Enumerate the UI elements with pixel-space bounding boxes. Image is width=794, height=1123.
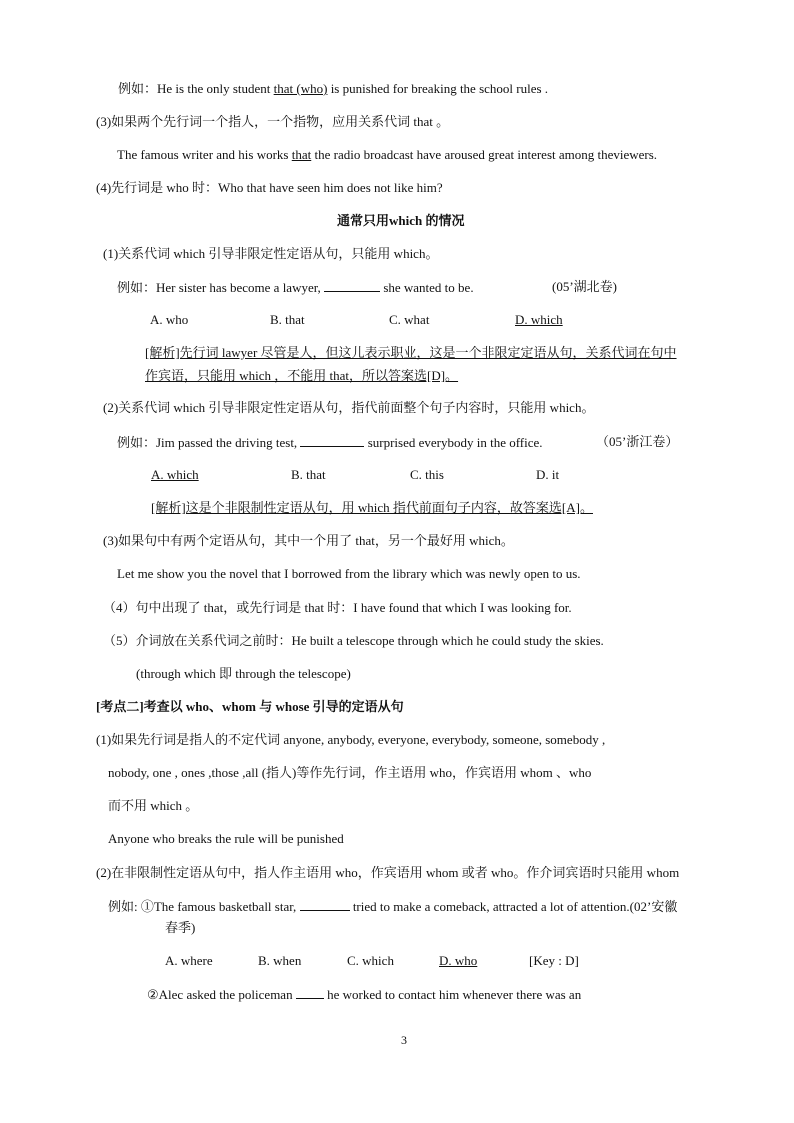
which-rule-2: (2)关系代词 which 引导非限定性定语从句，指代前面整个句子内容时，只能用 which。 — [103, 400, 595, 415]
example-line-8 — [147, 986, 581, 1003]
text: tried to make a comeback, attracted a lot of attention.(02’安徽 — [349, 899, 678, 914]
option-a: A. where — [165, 953, 213, 968]
underlined-answer: that (who) — [273, 81, 328, 96]
example-line-1 — [118, 81, 548, 97]
option-d: D. it — [536, 467, 560, 482]
option-d-answer: D. who — [439, 953, 478, 968]
section-heading-which: 通常只用which 的情况 — [337, 213, 465, 228]
text: she wanted to be. — [380, 280, 474, 295]
option-b: B. that — [291, 467, 326, 482]
text: The famous writer and his works — [117, 147, 292, 162]
text: 例如：Jim passed the driving test, — [117, 435, 301, 450]
option-b: B. that — [270, 312, 305, 327]
text: 例如：He is the only student — [118, 81, 274, 96]
answer-blank — [324, 279, 380, 292]
option-b: B. when — [258, 953, 302, 968]
answer-blank — [300, 898, 350, 911]
analysis-1-line-2: 作宾语，只能用 which ，不能用 that，所以答案选[D]。 — [145, 368, 459, 383]
who-rule-2: (2)在非限制性定语从句中，指人作主语用 who，作宾语用 whom 或者 who。作介词宾语时只能用 whom — [96, 865, 680, 880]
page-number: 3 — [401, 1033, 407, 1047]
example-line-6: Anyone who breaks the rule will be punished — [108, 831, 344, 846]
option-c: C. which — [347, 953, 394, 968]
source-tag: (05’湖北卷) — [552, 279, 617, 294]
text: ②Alec asked the policeman — [147, 987, 296, 1002]
note-line: (through which 即 through the telescope) — [136, 666, 351, 681]
example-line-5: Let me show you the novel that I borrowed from the library which was newly open to us. — [117, 566, 581, 581]
option-a-answer: A. which — [151, 467, 199, 482]
analysis-1-line-1: [解析]先行词 lawyer 尽管是人，但这儿表示职业，这是一个非限定定语从句，关系代词在句中 — [145, 345, 677, 360]
option-a: A. who — [150, 312, 189, 327]
who-rule-1-line-2: nobody, one , ones ,those ,all (指人)等作先行词，作主语用 who，作宾语用 whom 、who — [108, 765, 592, 780]
example-line-2 — [117, 147, 657, 163]
example-line-7 — [108, 898, 677, 915]
rule-4: (4)先行词是 who 时：Who that have seen him does not like him? — [96, 180, 443, 195]
text: 例如: ①The famous basketball star, — [108, 899, 300, 914]
rule-3: (3)如果两个先行词一个指人，一个指物，应用关系代词 that 。 — [96, 114, 450, 129]
example-line-3 — [117, 279, 474, 296]
option-c: C. this — [410, 467, 444, 482]
answer-key: [Key : D] — [529, 953, 579, 968]
option-d-answer: D. which — [515, 312, 563, 327]
which-rule-5: （5）介词放在关系代词之前时：He built a telescope through which he could study the skies. — [103, 633, 604, 648]
option-c: C. what — [389, 312, 430, 327]
source-tag: （05’浙江卷） — [596, 434, 679, 449]
example-line-7-cont: 春季) — [165, 920, 196, 935]
text: the radio broadcast have aroused great interest among theviewers. — [311, 147, 658, 162]
answer-blank — [296, 986, 324, 999]
text: surprised everybody in the office. — [364, 435, 543, 450]
which-rule-1: (1)关系代词 which 引导非限定性定语从句，只能用 which。 — [103, 246, 439, 261]
text: 例如：Her sister has become a lawyer, — [117, 280, 325, 295]
who-rule-1-line-1: (1)如果先行词是指人的不定代词 anyone, anybody, everyone, everybody, someone, somebody , — [96, 732, 606, 747]
who-rule-1-line-3: 而不用 which 。 — [108, 798, 199, 813]
analysis-2: [解析]这是个非限制性定语从句，用 which 指代前面句子内容，故答案选[A]。 — [151, 500, 593, 515]
text: is punished for breaking the school rules . — [327, 81, 549, 96]
section-heading-who-whom-whose: [考点二]考查以 who、whom 与 whose 引导的定语从句 — [96, 699, 404, 714]
which-rule-3: (3)如果句中有两个定语从句，其中一个用了 that，另一个最好用 which。 — [103, 533, 514, 548]
underlined-answer: that — [291, 147, 312, 162]
example-line-4 — [117, 434, 543, 451]
answer-blank — [300, 434, 364, 447]
text: he worked to contact him whenever there was an — [323, 987, 582, 1002]
which-rule-4: （4）句中出现了 that，或先行词是 that 时：I have found that which I was looking for. — [103, 600, 572, 615]
